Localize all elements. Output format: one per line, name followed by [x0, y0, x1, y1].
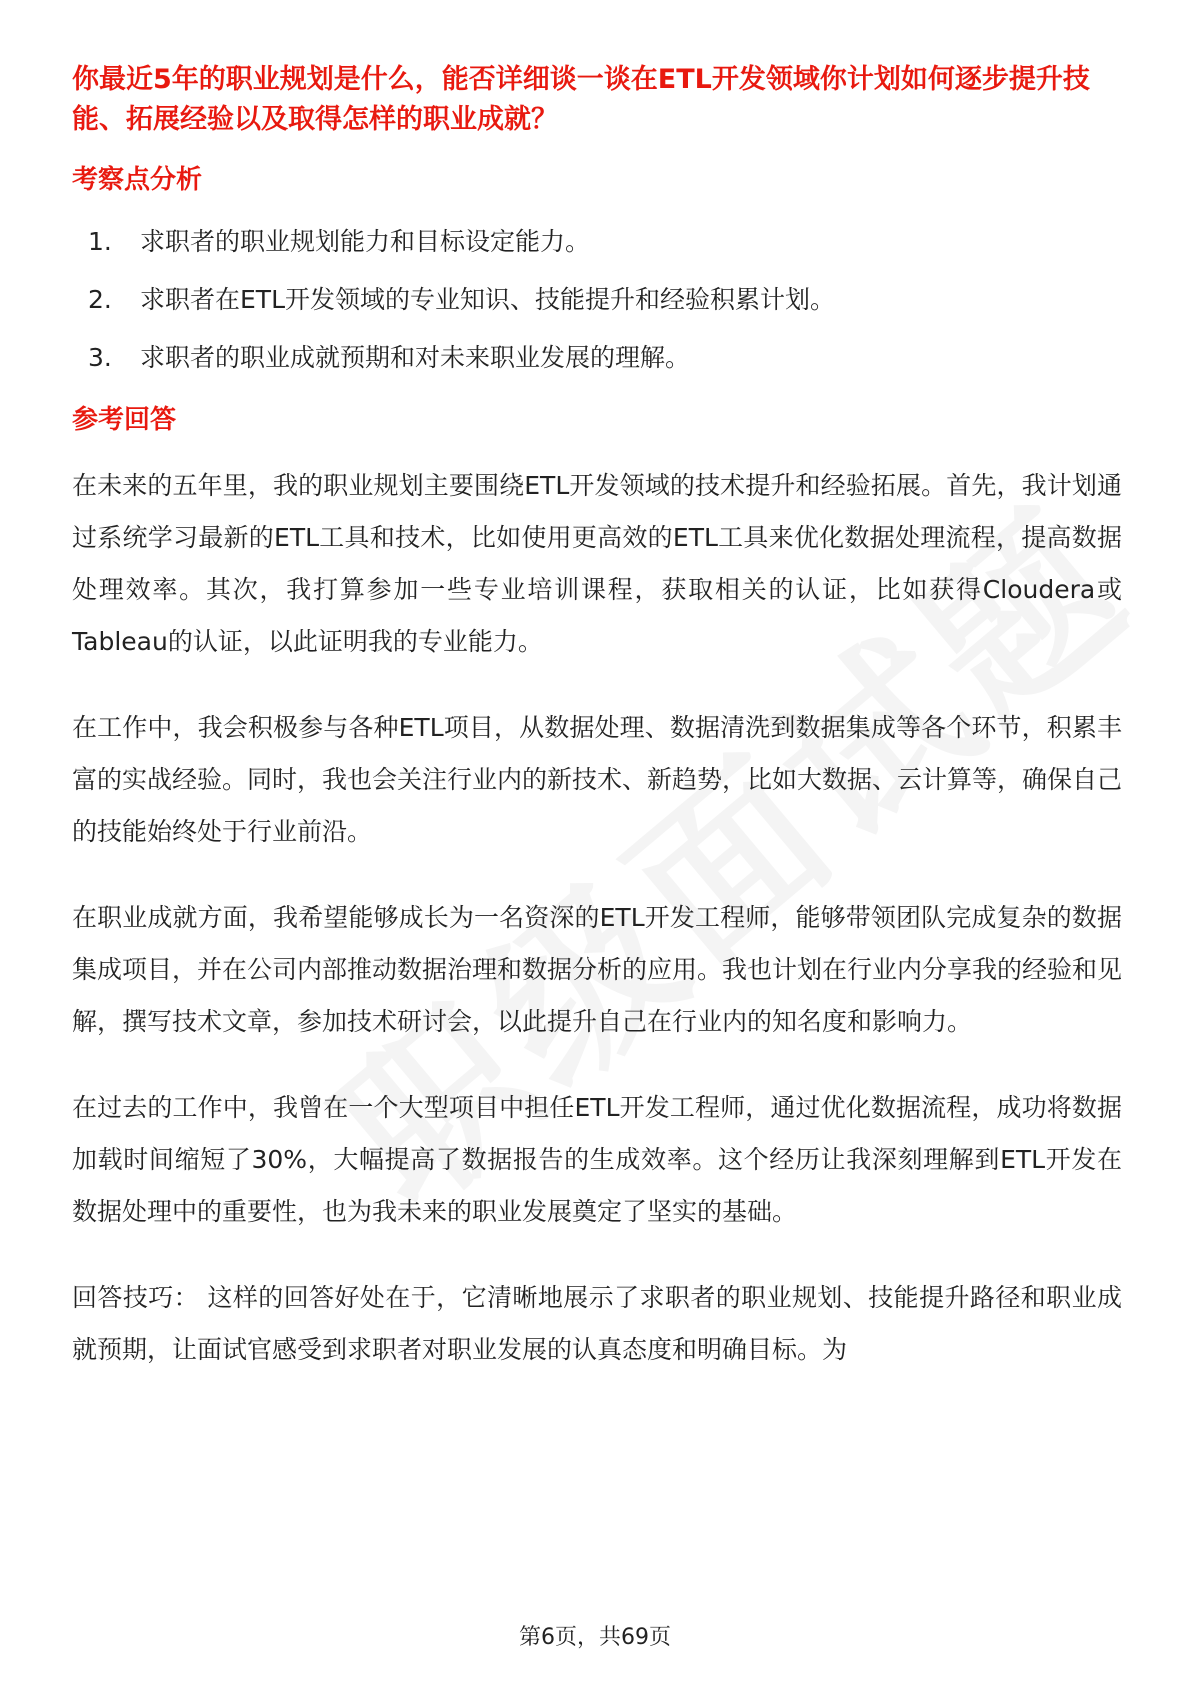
answer-paragraph: 在职业成就方面，我希望能够成长为一名资深的ETL开发工程师，能够带领团队完成复杂的数据集成项目，并在公司内部推动数据治理和数据分析的应用。我也计划在行业内分享我的经验和见解，撰写技术文章，参加技术研讨会，以此提升自己在行业内的知名度和影响力。	[72, 903, 1123, 1036]
list-text: 求职者在ETL开发领域的专业知识、技能提升和经验积累计划。	[140, 285, 835, 314]
question-heading: 你最近5年的职业规划是什么，能否详细谈一谈在ETL开发领域你计划如何逐步提升技能、拓展经验以及取得怎样的职业成就？	[72, 64, 1090, 135]
answer-tip-paragraph: 回答技巧： 这样的回答好处在于，它清晰地展示了求职者的职业规划、技能提升路径和职业成就预期，让面试官感受到求职者对职业发展的认真态度和明确目标。为	[72, 1283, 1122, 1364]
list-text: 求职者的职业成就预期和对未来职业发展的理解。	[140, 343, 691, 372]
analysis-title: 考察点分析	[72, 165, 203, 195]
answer-paragraph: 在过去的工作中，我曾在一个大型项目中担任ETL开发工程师，通过优化数据流程，成功将数据加载时间缩短了30%，大幅提高了数据报告的生成效率。这个经历让我深刻理解到ETL开发在数据处理中的重要性，也为我未来的职业发展奠定了坚实的基础。	[72, 1093, 1122, 1226]
document-content	[72, 60, 1122, 1376]
list-number: 2.	[88, 285, 112, 314]
list-text: 求职者的职业规划能力和目标设定能力。	[140, 227, 591, 256]
answer-title: 参考回答	[72, 405, 177, 435]
list-item	[72, 282, 1122, 318]
page-number: 第6页，共69页	[519, 1625, 671, 1650]
list-number: 1.	[88, 227, 112, 256]
answer-paragraph: 在工作中，我会积极参与各种ETL项目，从数据处理、数据清洗到数据集成等各个环节，积累丰富的实战经验。同时，我也会关注行业内的新技术、新趋势，比如大数据、云计算等，确保自己的技能始终处于行业前沿。	[72, 713, 1123, 846]
list-item	[72, 224, 1122, 260]
list-number: 3.	[88, 343, 112, 372]
analysis-points	[72, 224, 1122, 376]
list-item	[72, 340, 1122, 376]
answer-paragraph: 在未来的五年里，我的职业规划主要围绕ETL开发领域的技术提升和经验拓展。首先，我计划通过系统学习最新的ETL工具和技术，比如使用更高效的ETL工具来优化数据处理流程，提高数据处理效率。其次，我打算参加一些专业培训课程，获取相关的认证，比如获得Cloudera或Tableau的认证，以此证明我的专业能力。	[72, 471, 1122, 656]
